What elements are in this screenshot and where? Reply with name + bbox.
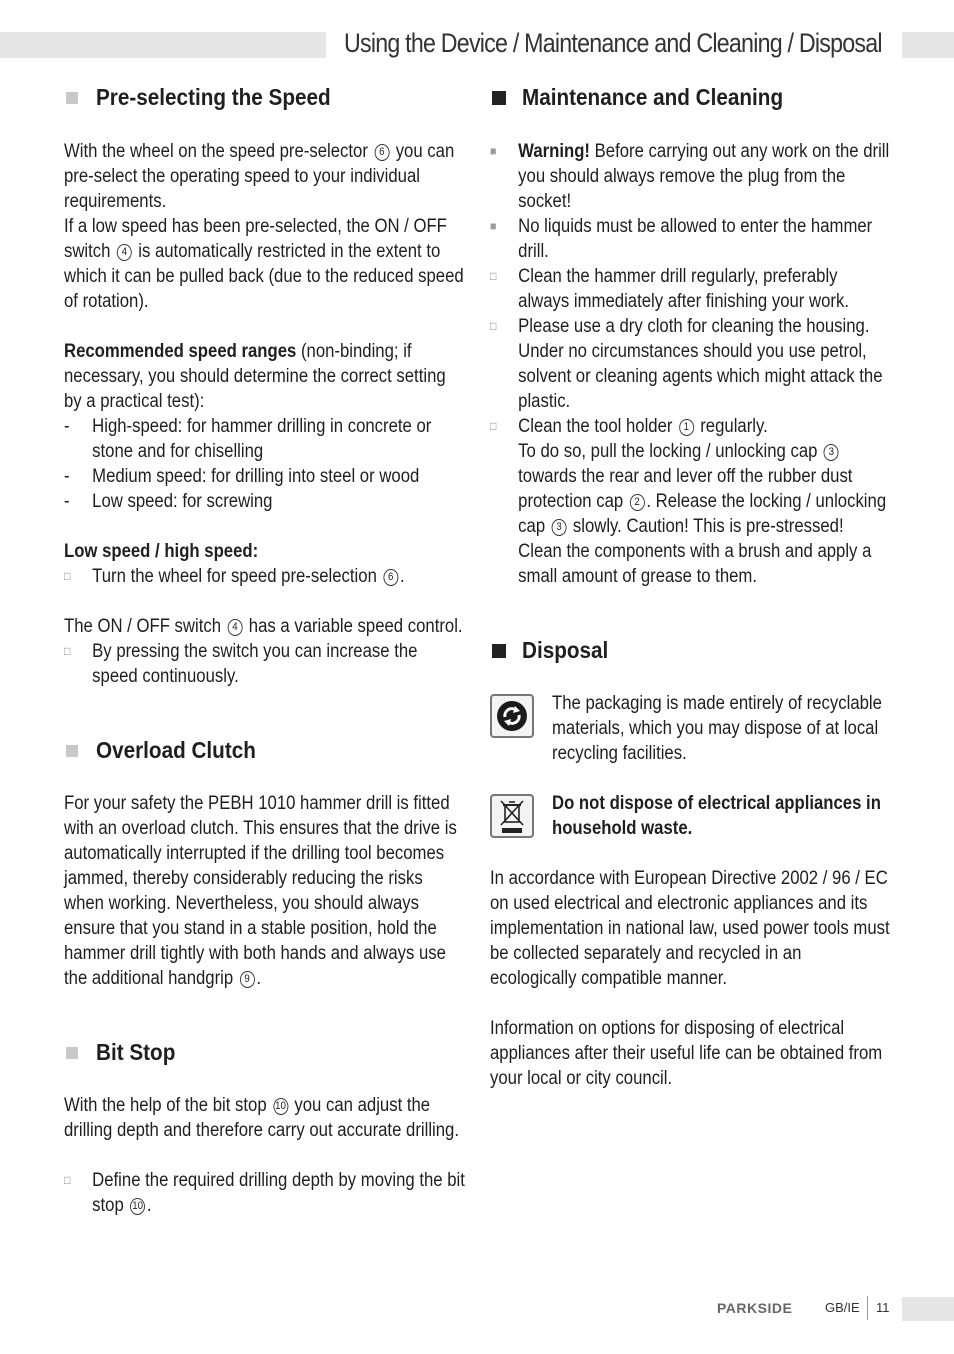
heading-overload-clutch: Overload Clutch <box>64 735 464 765</box>
ref-10: 10 <box>273 1098 288 1115</box>
ref-1: 1 <box>679 419 694 436</box>
ref-3: 3 <box>552 519 567 536</box>
section-square-icon <box>492 91 506 105</box>
page-title: Using the Device / Maintenance and Cleaning / Disposal <box>344 28 882 58</box>
ref-4: 4 <box>227 619 242 636</box>
list-item: ■ Warning! Before carrying out any work on the drill you should always remove the plug from the socket! <box>490 141 890 212</box>
section-square-icon <box>492 644 506 658</box>
header-bar-left <box>0 32 326 58</box>
speed-paragraph-1: With the wheel on the speed pre-selector 6 you can pre-select the operating speed to your individual requirements. <box>64 141 455 212</box>
bullet-icon: □ <box>490 419 497 433</box>
heading-maintenance: Maintenance and Cleaning <box>490 82 890 112</box>
packaging-row <box>490 691 890 766</box>
directive-paragraph: In accordance with European Directive 2002 / 96 / EC on used electrical and electronic appliances and its implementation in national law, used power tools must be collected separately and recycled in an ecologically compatible manner. <box>490 868 890 989</box>
heading-disposal: Disposal <box>490 635 890 665</box>
ref-9: 9 <box>240 971 255 988</box>
section-square-icon <box>66 92 78 104</box>
info-paragraph: Information on options for disposing of electrical appliances after their useful life can be obtained from your local or city council. <box>490 1018 883 1089</box>
list-item: ■ No liquids must be allowed to enter the hammer drill. <box>490 216 873 262</box>
packaging-text: The packaging is made entirely of recyclable materials, which you may dispose of at local recycling facilities. <box>552 693 882 764</box>
range-item: - Low speed: for screwing <box>64 491 273 512</box>
speed-paragraph-2: If a low speed has been pre-selected, the ON / OFF switch 4 is automatically restricted in the extent to which it can be pulled back (due to the reduced speed of rotation). <box>64 216 464 312</box>
bullet-filled-icon: ■ <box>490 144 497 158</box>
ref-2: 2 <box>630 494 645 511</box>
recommended-ranges: Recommended speed ranges (non-binding; if necessary, you should determine the correct setting by a practical test): <box>64 341 446 412</box>
list-item: □ Turn the wheel for speed pre-selection 6 . <box>64 566 405 587</box>
ref-6: 6 <box>383 569 398 586</box>
ref-3: 3 <box>824 444 839 461</box>
bullet-filled-icon: ■ <box>490 219 497 233</box>
list-item: □ Clean the tool holder 1 regularly. To do so, pull the locking / unlocking cap 3 towards the rear and lever off the rubber dust protection cap 2 . Release the locking / unlocking cap 3 slowly. Caution! This is pre-stressed! Clean the components with a brush and apply a small amount of grease to them. <box>490 416 887 587</box>
list-item: □ Clean the hammer drill regularly, preferably always immediately after finishing your work. <box>490 266 849 312</box>
list-item: □ By pressing the switch you can increase the speed continuously. <box>64 641 418 687</box>
left-column <box>64 82 464 1218</box>
range-item: - High-speed: for hammer drilling in concrete or stone and for chiselling <box>64 416 432 462</box>
section-square-icon <box>66 745 78 757</box>
language-code: GB/IE <box>825 1300 860 1315</box>
bullet-icon: □ <box>64 644 71 658</box>
ref-6: 6 <box>374 144 389 161</box>
right-column <box>490 82 890 1091</box>
footer-divider <box>867 1296 868 1320</box>
bullet-icon: □ <box>64 1173 71 1187</box>
brand-logo: PARKSIDE <box>717 1300 793 1316</box>
range-item: - Medium speed: for drilling into steel or wood <box>64 466 420 487</box>
footer-bar <box>902 1297 954 1321</box>
heading-bit-stop: Bit Stop <box>64 1037 464 1067</box>
low-high-label: Low speed / high speed: <box>64 541 259 562</box>
clutch-paragraph: For your safety the PEBH 1010 hammer drill is fitted with an overload clutch. This ensures that the drive is automatically interrupted if the drilling tool becomes jammed, thereby considerably reducing the risks when working. Nevertheless, you should always ensure that you stand in a stable position, hold the hammer drill tightly with both hands and always use the additional handgrip 9 . <box>64 793 457 989</box>
header-bar-right <box>902 32 954 58</box>
list-item: □ Define the required drilling depth by moving the bit stop 10 . <box>64 1170 465 1216</box>
ref-10: 10 <box>130 1198 145 1215</box>
bullet-icon: □ <box>490 319 497 333</box>
bullet-icon: □ <box>64 569 71 583</box>
recycle-icon <box>490 694 534 738</box>
bullet-icon: □ <box>490 269 497 283</box>
heading-preselecting-speed: Pre-selecting the Speed <box>64 82 464 112</box>
page-number: 11 <box>876 1300 890 1315</box>
bitstop-paragraph: With the help of the bit stop 10 you can adjust the drilling depth and therefore carry out accurate drilling. <box>64 1095 459 1141</box>
weee-row <box>490 791 890 841</box>
section-square-icon <box>66 1047 78 1059</box>
list-item: □ Please use a dry cloth for cleaning the housing. Under no circumstances should you use petrol, solvent or cleaning agents which might attack the plastic. <box>490 316 883 412</box>
ref-4: 4 <box>117 244 132 261</box>
switch-paragraph: The ON / OFF switch 4 has a variable speed control. <box>64 616 463 637</box>
weee-text: Do not dispose of electrical appliances in household waste. <box>552 793 881 839</box>
crossed-bin-icon <box>490 794 534 838</box>
